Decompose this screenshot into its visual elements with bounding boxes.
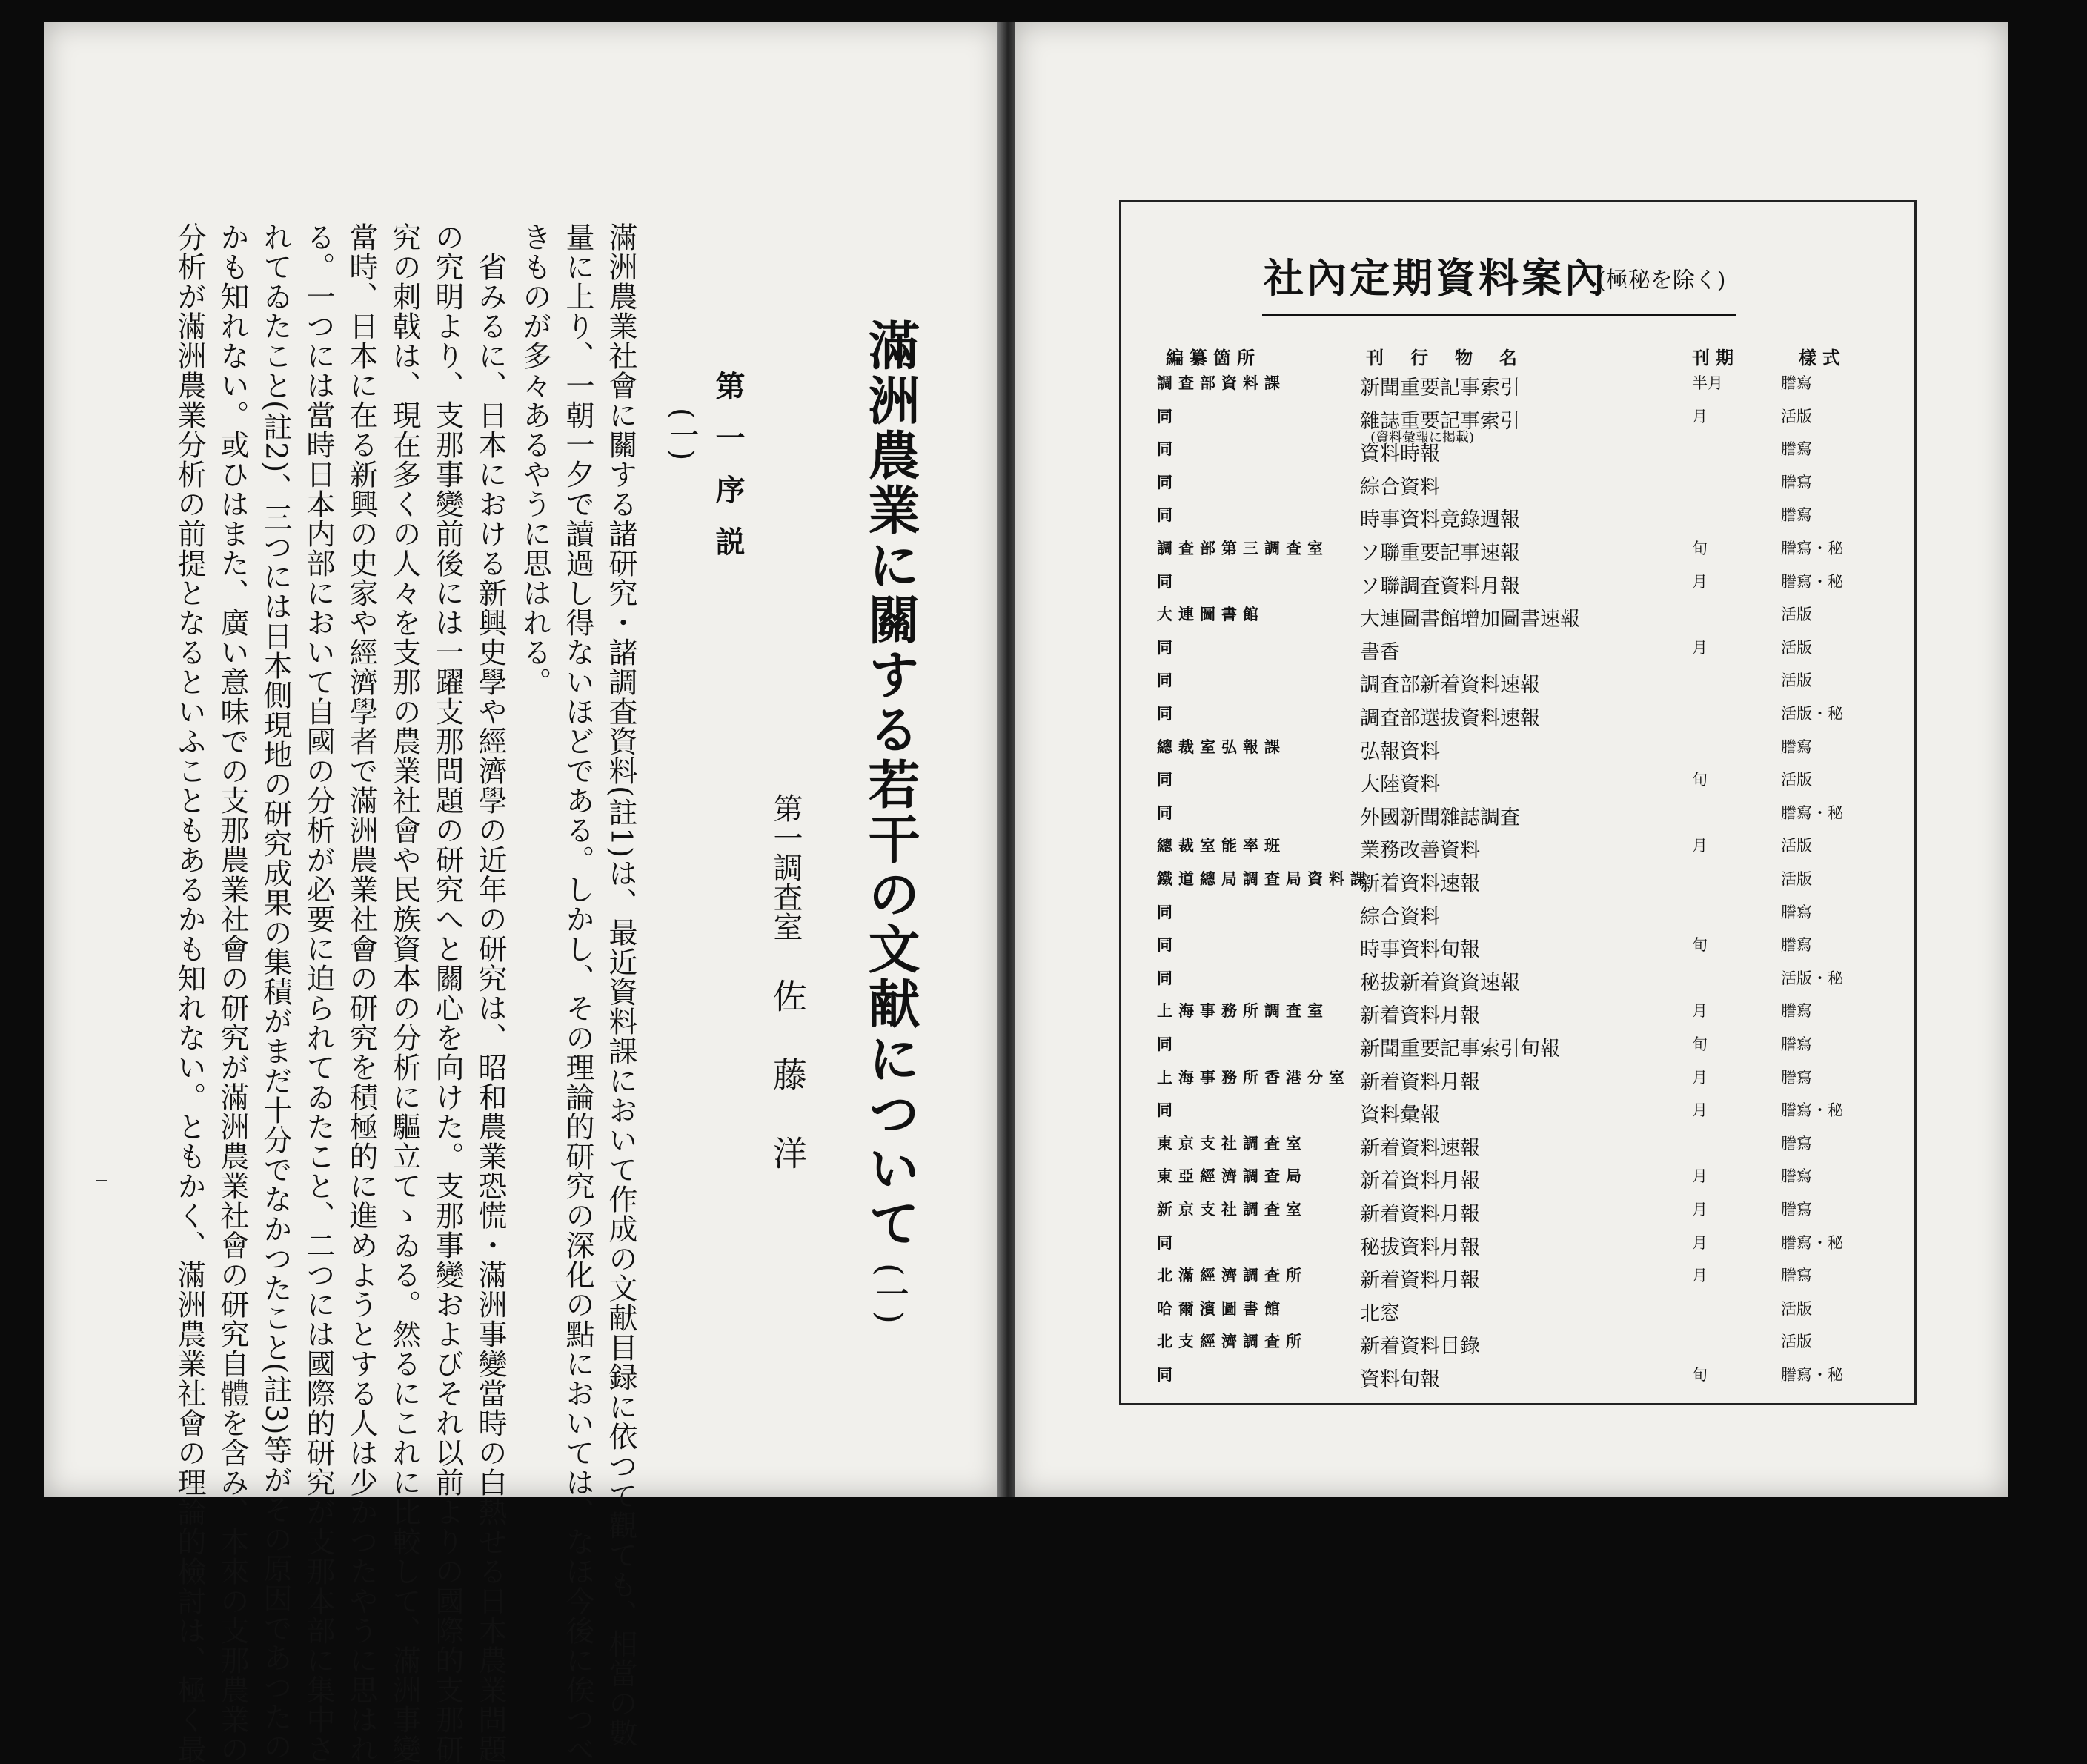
cell-format: 活版 [1781, 639, 1812, 657]
cell-name: 北窓 [1360, 1302, 1400, 1325]
title-underline [1262, 314, 1736, 316]
table-row [1121, 466, 1914, 499]
cell-format: 謄寫 [1781, 1035, 1812, 1053]
cell-name: 新着資料月報 [1360, 1203, 1480, 1226]
header-name: 刊行物名 [1366, 347, 1544, 368]
cell-dept: 同 [1157, 572, 1178, 591]
cell-format: 活版 [1781, 771, 1812, 789]
article-title-text: 滿洲農業に關する若干の文献について [860, 319, 921, 1251]
table-row [1121, 1028, 1914, 1061]
cell-dept: 同 [1157, 935, 1178, 954]
article-title-number: (一) [870, 1263, 910, 1324]
cell-format: 謄寫 [1781, 440, 1812, 458]
author-dept: 第一調査室 [769, 793, 803, 941]
cell-dept: 同 [1157, 969, 1178, 987]
body-line: 當時、日本に在る新興の史家や經濟學者で滿洲農業社會の研究を積極的に進めようとする人は少かつたやうに思はれ [345, 222, 378, 1764]
table-row [1121, 697, 1914, 730]
cell-dept: 調査部第三調査室 [1157, 539, 1329, 557]
cell-freq: 旬 [1692, 1366, 1708, 1384]
cell-name: 時事資料旬報 [1360, 938, 1480, 961]
table-row [1121, 797, 1914, 829]
cell-format: 謄寫・秘 [1781, 1234, 1843, 1252]
cell-freq: 月 [1692, 1234, 1708, 1252]
cell-freq: 半月 [1692, 374, 1723, 392]
body-line: 省みるに、日本における新興史學や經濟學の近年の研究は、昭和農業恐慌・滿洲事變當時の白熱せる日本農業問題 [474, 252, 507, 1764]
table-row [1121, 499, 1914, 531]
cell-format: 活版 [1781, 1333, 1812, 1350]
cell-format: 活版 [1781, 1300, 1812, 1318]
cell-name: 雜誌重要記事索引 [1360, 410, 1520, 433]
cell-freq: 月 [1692, 408, 1708, 425]
cell-format: 謄寫 [1781, 1201, 1812, 1218]
cell-freq: 月 [1692, 1069, 1708, 1087]
cell-name: 秘拔新着資資速報 [1360, 972, 1520, 995]
body-line: の究明より、支那事變前後には一躍支那問題の研究へと關心を向けた。支那事變およびそれ以前よりの國際的支那研 [431, 222, 464, 1764]
cell-name: 新着資料速報 [1360, 872, 1480, 895]
table-row [1121, 664, 1914, 697]
cell-dept: 同 [1157, 1035, 1178, 1053]
cell-freq: 旬 [1692, 936, 1708, 954]
cell-format: 活版 [1781, 672, 1812, 689]
table-row [1121, 433, 1914, 465]
table-row [1121, 367, 1914, 399]
cell-format: 謄寫 [1781, 1002, 1812, 1020]
table-row [1121, 929, 1914, 961]
table-row [1121, 1293, 1914, 1325]
cell-dept: 同 [1157, 770, 1178, 789]
cell-freq: 月 [1692, 1267, 1708, 1284]
table-row [1121, 731, 1914, 763]
cell-dept: 新京支社調査室 [1157, 1200, 1307, 1218]
cell-format: 謄寫・秘 [1781, 804, 1843, 822]
cell-format: 活版・秘 [1781, 969, 1843, 987]
cell-format: 活版 [1781, 408, 1812, 425]
section-heading: 第一序説 [711, 371, 746, 578]
table-row [1121, 1193, 1914, 1226]
cell-name: 資料時報 [1360, 442, 1440, 465]
cell-format: 謄寫 [1781, 903, 1812, 921]
table-row [1121, 1160, 1914, 1193]
cell-format: 謄寫・秘 [1781, 1101, 1843, 1119]
publication-table [1119, 200, 1917, 1405]
cell-name: 書香 [1360, 641, 1400, 664]
cell-dept: 同 [1157, 440, 1178, 458]
cell-name: 秘拔資料月報 [1360, 1236, 1480, 1259]
body-line: る。一つには當時日本内部において自國の分析が必要に迫られてゐたこと、二つには國際的研究が支那本部に集中さ [302, 222, 335, 1764]
table-title-block [1121, 239, 1914, 321]
cell-dept: 上海事務所調査室 [1157, 1001, 1329, 1020]
cell-format: 謄寫・秘 [1781, 1366, 1843, 1384]
left-page [44, 22, 1001, 1764]
body-line: れてゐたこと(註2)、三つには日本側現地の研究成果の集積がまだ十分でなかつたこと(註3)等がその原因であつたの [259, 222, 292, 1762]
cell-dept: 同 [1157, 505, 1178, 524]
table-row [1121, 1094, 1914, 1127]
cell-format: 謄寫 [1781, 1167, 1812, 1185]
table-row [1121, 896, 1914, 929]
cell-format: 謄寫・秘 [1781, 573, 1843, 591]
cell-format: 活版 [1781, 837, 1812, 855]
table-row [1121, 829, 1914, 862]
cell-freq: 月 [1692, 837, 1708, 855]
table-row [1121, 863, 1914, 895]
table-row [1121, 400, 1914, 445]
table-row [1121, 1259, 1914, 1292]
cell-freq: 旬 [1692, 771, 1708, 789]
cell-dept: 同 [1157, 638, 1178, 657]
cell-name: 外國新聞雜誌調査 [1360, 806, 1520, 829]
cell-format: 謄寫 [1781, 738, 1812, 756]
cell-dept: 北支經濟調査所 [1157, 1332, 1307, 1350]
cell-format: 謄寫 [1781, 506, 1812, 524]
cell-dept: 大連圖書館 [1157, 605, 1264, 623]
cell-freq: 月 [1692, 1101, 1708, 1119]
margin-mark [96, 1180, 107, 1181]
cell-freq: 旬 [1692, 1035, 1708, 1053]
cell-name: 新聞重要記事索引旬報 [1360, 1038, 1560, 1061]
author-name: 佐藤洋 [768, 978, 808, 1214]
table-row [1121, 1325, 1914, 1358]
table-title-note: (極秘を除く) [1597, 268, 1726, 294]
header-dept: 編纂箇所 [1166, 347, 1261, 368]
cell-name: 綜合資料 [1360, 476, 1440, 499]
cell-dept: 北滿經濟調査所 [1157, 1266, 1307, 1284]
cell-name: 大陸資料 [1360, 773, 1440, 796]
header-freq: 刊期 [1692, 347, 1739, 368]
article-title [860, 319, 921, 1324]
body-line: 分析が滿洲農業分析の前提となるといふこともあるかも知れない。ともかく、滿洲農業社會の理論的檢討は、極く最 [173, 222, 206, 1764]
cell-name: 新着資料月報 [1360, 1269, 1480, 1292]
cell-note: (資料彙報に掲載) [1370, 430, 1475, 445]
body-line: きものが多々あるやうに思はれる。 [518, 222, 551, 697]
cell-dept: 同 [1157, 473, 1178, 491]
body-line: 究の刺戟は、現在多くの人々を支那の農業社會や民族資本の分析に驅立てゝゐる。然るにこれに比較して、滿洲事變 [388, 222, 421, 1764]
cell-name: 資料旬報 [1360, 1368, 1440, 1391]
cell-format: 活版 [1781, 606, 1812, 623]
cell-name: 綜合資料 [1360, 906, 1440, 929]
cell-freq: 月 [1692, 573, 1708, 591]
cell-dept: 同 [1157, 903, 1178, 921]
cell-dept: 東亞經濟調査局 [1157, 1167, 1307, 1185]
right-page [1015, 22, 2008, 1497]
cell-name: 弘報資料 [1360, 740, 1440, 763]
cell-freq: 旬 [1692, 540, 1708, 557]
table-row [1121, 1061, 1914, 1094]
cell-dept: 同 [1157, 407, 1178, 425]
table-row [1121, 631, 1914, 664]
cell-format: 活版 [1781, 870, 1812, 888]
cell-dept: 同 [1157, 1233, 1178, 1252]
body-line: かも知れない。或ひはまた、廣い意味での支那農業社會の研究が滿洲農業社會の研究自體を含み、本來の支那農業の [216, 222, 249, 1764]
cell-name: ソ聯調査資料月報 [1360, 575, 1520, 598]
table-row [1121, 763, 1914, 796]
table-row [1121, 962, 1914, 995]
cell-name: 時事資料竟錄週報 [1360, 508, 1520, 531]
cell-dept: 總裁室能率班 [1157, 836, 1286, 855]
table-row [1121, 566, 1914, 598]
cell-dept: 調査部資料課 [1157, 374, 1286, 392]
cell-dept: 上海事務所香港分室 [1157, 1068, 1350, 1087]
cell-name: 調査部新着資料速報 [1360, 674, 1540, 697]
cell-dept: 東京支社調査室 [1157, 1134, 1307, 1153]
table-title: 社內定期資料案內 [1264, 254, 1607, 302]
header-format: 樣式 [1799, 347, 1846, 368]
cell-format: 活版・秘 [1781, 705, 1843, 723]
cell-format: 謄寫・秘 [1781, 540, 1843, 557]
body-line: 量に上り、一朝一夕で讀過し得ないほどである。しかし、その理論的研究の深化の點においては、なほ今後に俟つべ [561, 222, 594, 1764]
table-row [1121, 995, 1914, 1027]
cell-dept: 同 [1157, 704, 1178, 723]
cell-format: 謄寫 [1781, 1267, 1812, 1284]
cell-freq: 月 [1692, 1167, 1708, 1185]
cell-dept: 同 [1157, 1101, 1178, 1119]
cell-name: 新着資料月報 [1360, 1004, 1480, 1027]
cell-format: 謄寫 [1781, 1069, 1812, 1087]
cell-format: 謄寫 [1781, 936, 1812, 954]
cell-dept: 同 [1157, 1365, 1178, 1384]
cell-freq: 月 [1692, 1002, 1708, 1020]
cell-freq: 月 [1692, 639, 1708, 657]
cell-format: 謄寫 [1781, 1135, 1812, 1153]
cell-name: 資料彙報 [1360, 1104, 1440, 1127]
cell-dept: 哈爾濱圖書館 [1157, 1299, 1286, 1318]
table-row [1121, 1127, 1914, 1160]
cell-format: 謄寫 [1781, 474, 1812, 491]
cell-freq: 月 [1692, 1201, 1708, 1218]
cell-dept: 同 [1157, 803, 1178, 822]
cell-dept: 鐵道總局調査局資料課 [1157, 869, 1372, 888]
cell-name: ソ聯重要記事速報 [1360, 542, 1520, 565]
table-row [1121, 1359, 1914, 1391]
cell-name: 調査部選拔資料速報 [1360, 707, 1540, 730]
cell-dept: 同 [1157, 671, 1178, 689]
cell-name: 新着資料目錄 [1360, 1335, 1480, 1358]
cell-name: 新着資料月報 [1360, 1170, 1480, 1193]
table-row [1121, 532, 1914, 565]
table-row [1121, 598, 1914, 631]
cell-name: 新聞重要記事索引 [1360, 377, 1520, 399]
subsection-heading: (一) [665, 408, 699, 461]
body-line: 滿洲農業社會に關する諸研究・諸調査資料(註1)は、最近資料課において作成の文献目録に依つて觀ても、相當の數 [604, 222, 637, 1748]
cell-name: 新着資料速報 [1360, 1137, 1480, 1160]
cell-name: 業務改善資料 [1360, 839, 1480, 862]
cell-name: 新着資料月報 [1360, 1071, 1480, 1094]
cell-name: 大連圖書館增加圖書速報 [1360, 608, 1580, 631]
table-row [1121, 1227, 1914, 1259]
cell-dept: 總裁室弘報課 [1157, 737, 1286, 756]
cell-format: 謄寫 [1781, 374, 1812, 392]
